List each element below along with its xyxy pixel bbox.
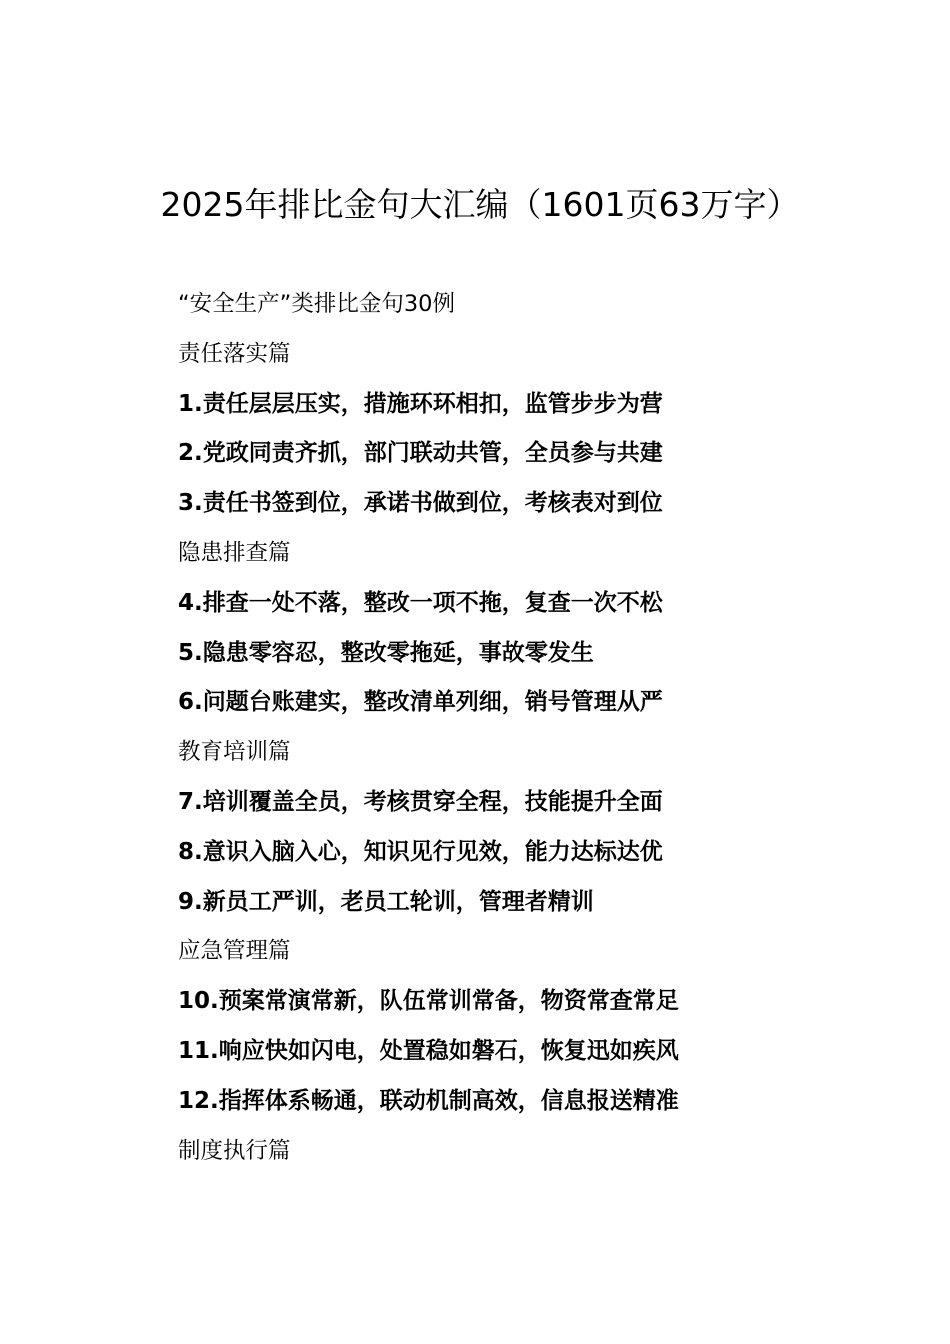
phrase-item: 10.预案常演常新，队伍常训常备，物资常查常足: [178, 988, 679, 1015]
phrase-item: 11.响应快如闪电，处置稳如磐石，恢复迅如疾风: [178, 1037, 679, 1064]
section-heading: 隐患排查篇: [178, 539, 291, 566]
phrase-item: 5.隐患零容忍，整改零拖延，事故零发生: [178, 639, 594, 666]
phrase-item: 9.新员工严训，老员工轮训，管理者精训: [178, 888, 594, 915]
phrase-item: 7.培训覆盖全员，考核贯穿全程，技能提升全面: [178, 788, 663, 815]
document-title: 2025年排比金句大汇编（1601页63万字）: [160, 185, 800, 224]
section-heading: 教育培训篇: [178, 739, 291, 766]
phrase-item: 6.问题台账建实，整改清单列细，销号管理从严: [178, 689, 663, 716]
phrase-item: 1.责任层层压实，措施环环相扣，监管步步为营: [178, 390, 663, 417]
section-heading: 责任落实篇: [178, 340, 291, 367]
section-heading: 制度执行篇: [178, 1137, 291, 1164]
phrase-item: 3.责任书签到位，承诺书做到位，考核表对到位: [178, 490, 663, 517]
phrase-item: 4.排查一处不落，整改一项不拖，复查一次不松: [178, 589, 663, 616]
phrase-item: 12.指挥体系畅通，联动机制高效，信息报送精准: [178, 1087, 679, 1114]
section-heading: “安全生产”类排比金句30例: [178, 291, 455, 317]
section-heading: 应急管理篇: [178, 938, 291, 965]
phrase-item: 2.党政同责齐抓，部门联动共管，全员参与共建: [178, 440, 663, 467]
document-body: [178, 280, 838, 1176]
phrase-item: 8.意识入脑入心，知识见行见效，能力达标达优: [178, 838, 663, 865]
